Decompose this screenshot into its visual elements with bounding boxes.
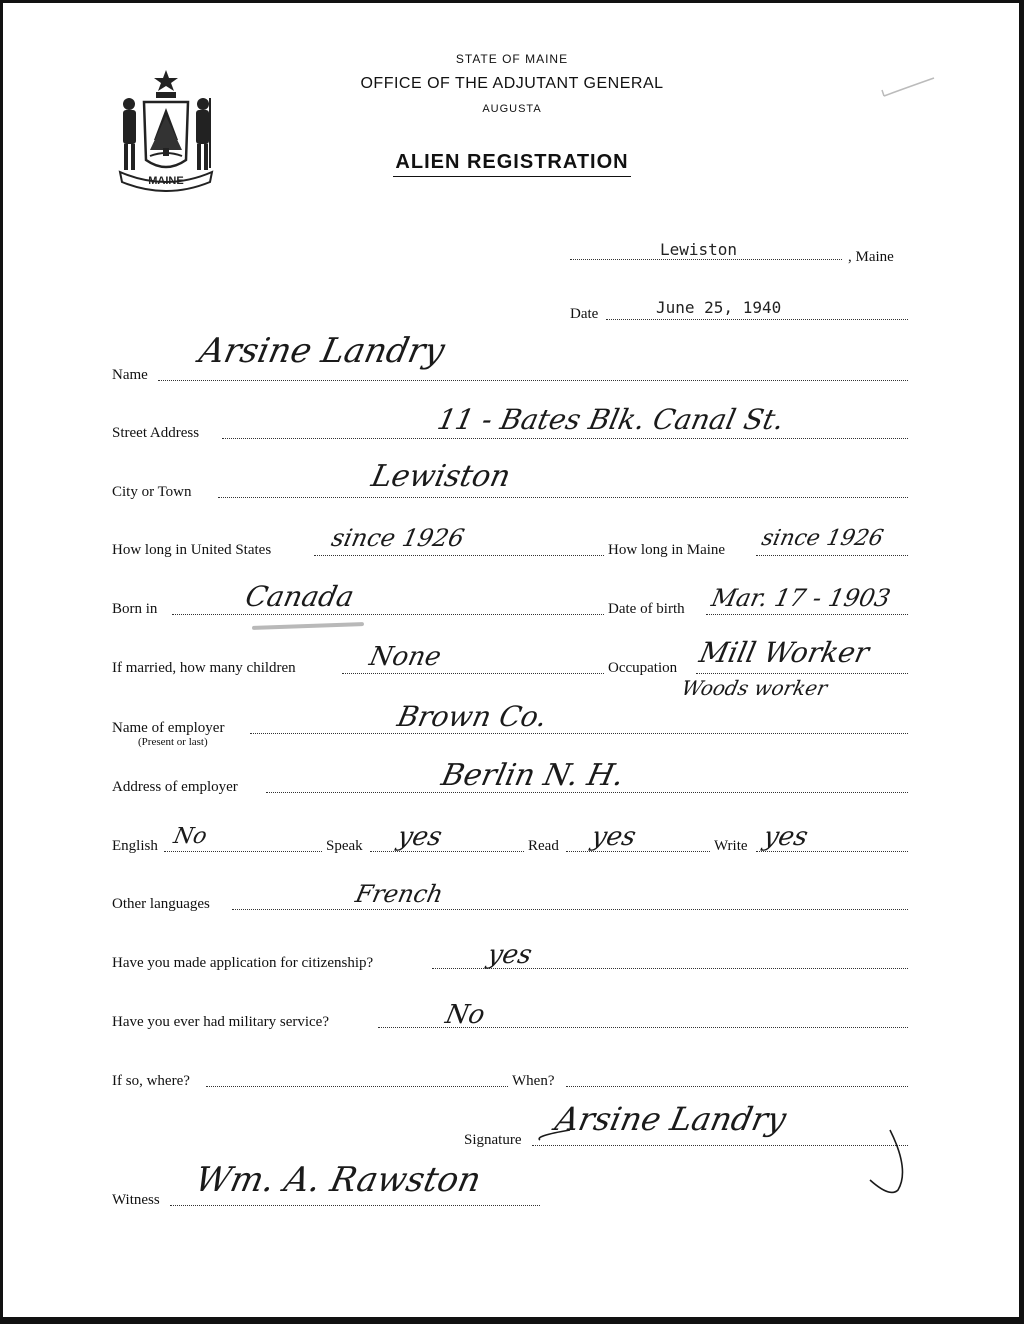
seal-banner-text: MAINE: [148, 175, 184, 187]
date-of-birth-label: Date of birth: [608, 601, 685, 617]
witness-line: [170, 1205, 540, 1206]
born-in-line: [172, 614, 604, 615]
form-title: [0, 151, 1024, 174]
employer-label: Name of employer: [112, 720, 225, 736]
scan-edge-top: [0, 0, 1024, 3]
witness-value: Wm. A. Rawston: [191, 1160, 485, 1200]
citizenship-value: yes: [484, 940, 535, 970]
how-long-maine-line: [756, 555, 908, 556]
location-line: [570, 259, 842, 260]
citizenship-label: Have you made application for citizenship?: [112, 955, 374, 971]
signature-label: Signature: [464, 1132, 522, 1148]
street-address-label: Street Address: [112, 425, 200, 441]
how-long-us-value: since 1926: [329, 524, 467, 552]
header-city: AUGUSTA: [482, 103, 542, 115]
occupation-line: [696, 673, 908, 674]
pencil-smudge: [252, 622, 364, 630]
occupation-value: Mill Worker: [696, 636, 872, 669]
street-address-line: [222, 438, 908, 439]
speak-value: yes: [394, 822, 445, 852]
street-address-value: 11 - Bates Blk. Canal St.: [434, 403, 788, 436]
header-state: STATE OF MAINE: [455, 52, 569, 66]
children-value: None: [366, 642, 444, 672]
write-value: yes: [760, 822, 811, 852]
name-value: Arsine Landry: [195, 331, 449, 371]
employer-line: [250, 733, 908, 734]
born-in-value: Canada: [242, 580, 357, 613]
location-city: Lewiston: [660, 240, 738, 259]
how-long-maine-label: How long in Maine: [608, 542, 726, 558]
header-office: OFFICE OF THE ADJUTANT GENERAL: [360, 75, 664, 92]
employer-sublabel: (Present or last): [138, 736, 208, 748]
date-line: [606, 319, 908, 320]
signature-flourish: [530, 1100, 920, 1200]
how-long-maine-value: since 1926: [759, 526, 886, 551]
location-state: Maine: [855, 249, 894, 265]
children-line: [342, 673, 604, 674]
read-line: [566, 851, 710, 852]
english-value: No: [171, 824, 210, 849]
date-label: Date: [570, 306, 599, 322]
write-label: Write: [714, 838, 748, 854]
witness-label: Witness: [112, 1192, 160, 1208]
employer-address-value: Berlin N. H.: [438, 758, 628, 793]
employer-value: Brown Co.: [394, 700, 550, 733]
english-line: [164, 851, 322, 852]
when-label: When?: [512, 1073, 555, 1089]
how-long-us-line: [314, 555, 604, 556]
other-languages-label: Other languages: [112, 896, 210, 912]
born-in-label: Born in: [112, 601, 158, 617]
name-line: [158, 380, 908, 381]
speak-label: Speak: [326, 838, 363, 854]
military-label: Have you ever had military service?: [112, 1014, 329, 1030]
city-value: Lewiston: [368, 459, 514, 494]
employer-address-label: Address of employer: [112, 779, 238, 795]
english-label: English: [112, 838, 158, 854]
how-long-us-label: How long in United States: [112, 542, 272, 558]
name-label: Name: [112, 367, 148, 383]
date-value: June 25, 1940: [656, 298, 782, 317]
scan-edge-right: [1019, 0, 1024, 1324]
read-value: yes: [588, 822, 639, 852]
read-label: Read: [528, 838, 559, 854]
speak-line: [370, 851, 524, 852]
signature-value: Arsine Landry: [551, 1100, 790, 1138]
where-label: If so, where?: [112, 1073, 190, 1089]
other-languages-value: French: [353, 880, 446, 908]
location-state-label: , Maine: [848, 249, 894, 265]
date-of-birth-line: [706, 614, 908, 615]
city-line: [218, 497, 908, 498]
when-line: [566, 1086, 908, 1087]
where-line: [206, 1086, 508, 1087]
scan-edge-bottom: [0, 1317, 1024, 1324]
other-languages-line: [232, 909, 908, 910]
military-value: No: [442, 1000, 488, 1030]
city-label: City or Town: [112, 484, 192, 500]
scan-edge-left: [0, 0, 3, 1324]
occupation-label: Occupation: [608, 660, 678, 676]
form-title-text: ALIEN REGISTRATION: [393, 151, 630, 177]
children-label: If married, how many children: [112, 660, 296, 676]
date-of-birth-value: Mar. 17 - 1903: [709, 584, 893, 612]
occupation-value-2: Woods worker: [679, 676, 830, 700]
